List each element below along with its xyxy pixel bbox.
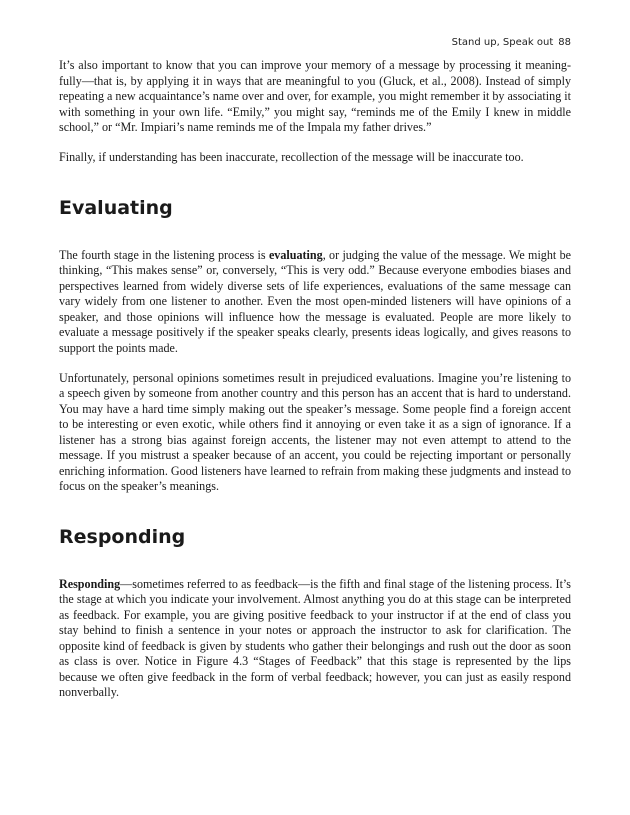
evaluating-paragraph-definition xyxy=(59,248,571,357)
evaluating-p1-after: , or judging the value of the message. We might be thinking, “This makes sense” or, conversely, “This is very odd.” Because everyone embodies biases and perspectives learned from widely diverse sets of life experiences, evaluations of the same message can vary widely from one listener to another. Even the most open-minded listeners will have opinions of a speaker, and those opinions will influence how the message is evaluated. People are more likely to evaluate a message positively if the speaker speaks clearly, presents ideas logically, and gives reasons to support the points made. xyxy=(59,247,571,355)
evaluating-paragraph-prejudice: Unfortunately, personal opinions sometimes result in prejudiced evaluations. Imagine you’re listening to a speech given by someone from another country and this person has an accent that is hard to understand. You may have a hard time simply making out the speaker’s message. Some people find a foreign accent to be interesting or even exotic, while others find it annoying or even take it as a sign of ignorance. If a listener has a strong bias against foreign accents, the listener may not even attempt to attend to the message. If you mistrust a speaker because of an accent, you could be rejecting important or personally enriching information. Good listeners have learned to refrain from making these judgments and instead to focus on the speaker’s meanings. xyxy=(59,370,571,493)
evaluating-p1-before: The fourth stage in the listening process is xyxy=(59,247,269,262)
section-heading-responding: Responding xyxy=(59,525,186,548)
running-header xyxy=(452,37,571,48)
page-content xyxy=(59,58,571,715)
responding-p1-after: —sometimes referred to as feedback—is the fifth and final stage of the listening process. It’s the stage at which you indicate your involvement. Almost anything you do at this stage can be interpreted as feedback. For example, you are giving positive feedback to your instructor if at the end of class you stay behind to finish a sentence in your notes or approach the instructor to ask for clarification. The opposite kind of feedback is given by students who gather their belongings and rush out the door as soon as class is over. Notice in Figure 4.3 “Stages of Feedback” that this stage is represented by the lips because we often give feedback in the form of verbal feedback; however, you can just as easily respond nonverbally. xyxy=(59,576,571,699)
intro-paragraph-memory: It’s also important to know that you can improve your memory of a message by processing it meaningfully—that is, by applying it in ways that are meaningful to you (Gluck, et al., 2008). Instead of simply repeating a new acquaintance’s name over and over, for example, you might remember it by associating it with something in your own life. “Emily,” you might say, “reminds me of the Emily I knew in middle school,” or “Mr. Impiari’s name reminds me of the Impala my father drives.” xyxy=(59,58,571,134)
responding-term: Responding xyxy=(59,576,121,591)
responding-paragraph-definition xyxy=(59,577,571,701)
evaluating-term: evaluating xyxy=(268,247,323,262)
intro-paragraph-recollection: Finally, if understanding has been inaccurate, recollection of the message will be inaccurate too. xyxy=(59,150,524,164)
page-number: 88 xyxy=(558,37,571,48)
section-heading-evaluating: Evaluating xyxy=(59,196,173,219)
book-title: Stand up, Speak out xyxy=(451,37,554,48)
